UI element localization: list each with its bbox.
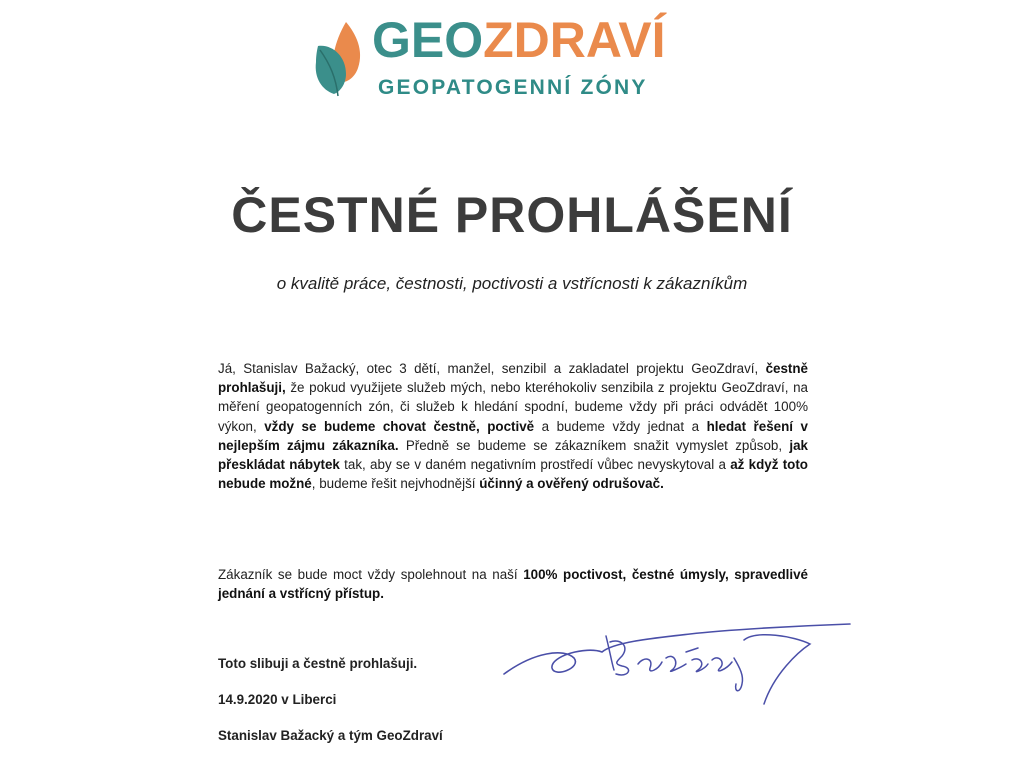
body-text: Já, Stanislav Bažacký, otec 3 dětí, manžel, senzibil a zakladatel projektu GeoZdraví,: [218, 361, 766, 376]
date-place: 14.9.2020 v Liberci: [218, 692, 337, 707]
body-text: Předně se budeme se zákazníkem snažit vymyslet způsob,: [398, 437, 790, 453]
emphasis-text: jak přeskládat nábytek: [218, 437, 809, 473]
leaf-logo-icon: [312, 16, 368, 98]
brand-tagline: GEOPATOGENNÍ ZÓNY: [378, 76, 648, 99]
handwritten-signature: [494, 612, 854, 722]
brand-wordmark: [372, 10, 666, 70]
body-text: tak, aby se v daném negativním prostředí vůbec nevyskytoval a: [339, 457, 731, 473]
emphasis-text: čestně prohlašuji,: [218, 361, 808, 396]
document-subtitle: o kvalitě práce, čestnosti, poctivosti a vstřícnosti k zákazníkům: [276, 274, 748, 293]
emphasis-text: až když toto nebude možné: [218, 457, 808, 492]
body-text: , budeme řešit nejvhodnější: [311, 476, 480, 492]
declaration-paragraph: [218, 359, 808, 493]
emphasis-text: účinný a ověřený odrušovač.: [479, 476, 664, 492]
closing-statement: Toto slibuji a čestně prohlašuji.: [218, 656, 418, 671]
body-text: Zákazník se bude moct vždy spolehnout na naší: [218, 567, 524, 582]
signatory: Stanislav Bažacký a tým GeoZdraví: [218, 728, 443, 743]
brand-zdravi: ZDRAVÍ: [483, 12, 666, 68]
document-title: ČESTNÉ PROHLÁŠENÍ: [231, 187, 793, 243]
logo: [312, 14, 712, 104]
body-text: a budeme vždy jednat a: [534, 418, 707, 434]
brand-geo: GEO: [372, 12, 484, 68]
emphasis-text: hledat řešení v nejlepším zájmu zákazníka.: [218, 418, 808, 453]
customer-assurance-paragraph: [218, 565, 808, 603]
body-text: že pokud využijete služeb mých, nebo kteréhokoliv senzibila z projektu GeoZdraví, na měření geopatogenních zón, či služeb k hledání spodní, budeme vždy při práci odvádět 100% výkon,: [218, 380, 808, 434]
emphasis-text: vždy se budeme chovat čestně, poctivě: [264, 418, 535, 434]
emphasis-text: 100% poctivost, čestné úmysly, spravedlivé jednání a vstřícný přístup.: [218, 567, 808, 602]
